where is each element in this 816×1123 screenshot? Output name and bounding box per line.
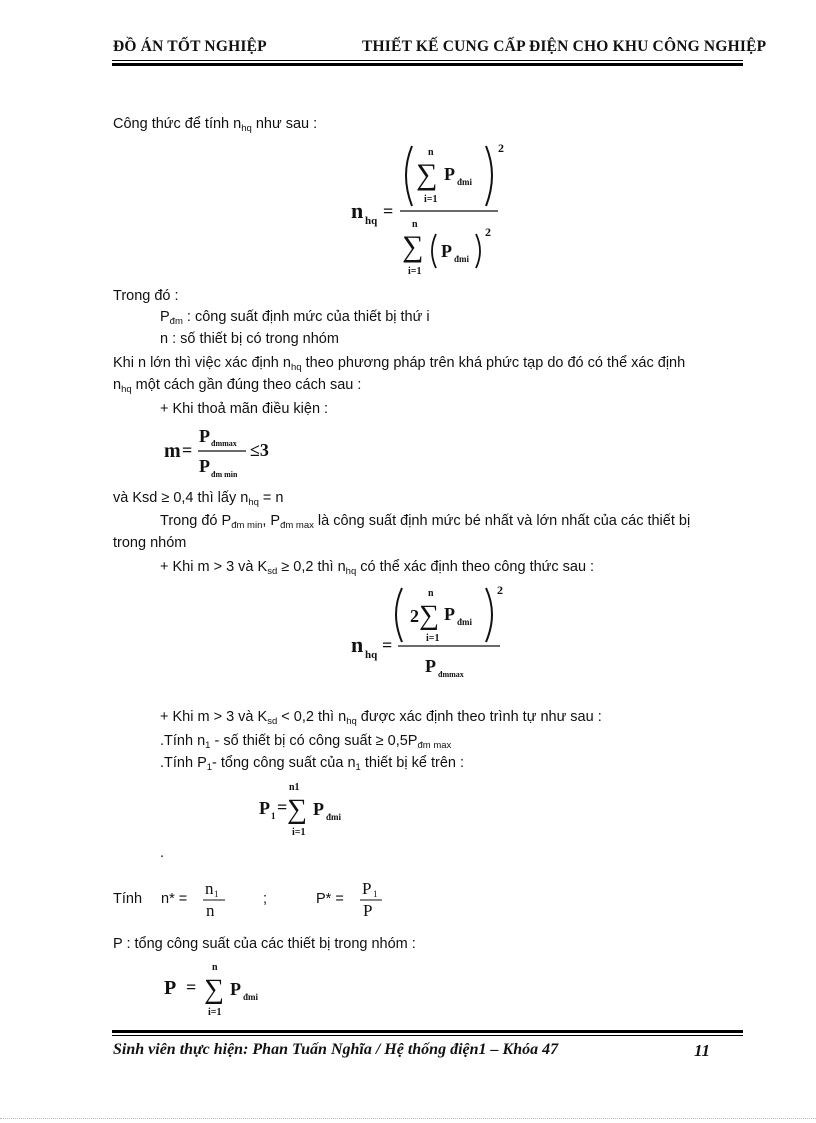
step2-text: .Tính $P_1-$ tổng công suất của $n_1$ thiết bị kể trên : xyxy=(160,755,465,773)
svg-text:=: = xyxy=(182,440,193,460)
case2-heading: + Khi m > 3 và $K_{sd} \ge 0,2$ thì $n_{hq}$ có thể xác định theo công thức sau : xyxy=(160,559,595,577)
semicolon-separator: ; xyxy=(263,891,268,907)
page-bottom-dotted-edge xyxy=(0,1118,816,1119)
svg-text:P: P xyxy=(313,799,324,819)
svg-text:đmi: đmi xyxy=(457,177,473,187)
svg-text:P: P xyxy=(199,426,210,446)
formula-p-total xyxy=(160,958,275,1020)
svg-text:1: 1 xyxy=(271,811,276,821)
svg-text:2: 2 xyxy=(498,141,504,155)
svg-text:n: n xyxy=(428,147,434,158)
svg-text:P: P xyxy=(444,604,455,624)
svg-text:hq: hq xyxy=(365,215,378,227)
svg-text:P: P xyxy=(259,798,270,818)
svg-text:∑: ∑ xyxy=(204,974,224,1005)
svg-text:P: P xyxy=(362,879,372,898)
svg-text:=: = xyxy=(277,797,288,817)
paragraph-line-1: Khi n lớn thì việc xác định $n_{hq}$ theo phương pháp trên khá phức tạp do đó có thể xác định xyxy=(113,355,686,373)
ksd-condition: và Ksd ≥ 0,4 thì lấy $n_{hq} = n$ xyxy=(113,490,284,508)
formula-nhq-approx xyxy=(340,580,515,685)
case3-heading: + Khi m > 3 và $K_{sd} < 0,2$ thì $n_{hq}$ được xác định theo trình tự như sau : xyxy=(160,709,602,727)
svg-text:2: 2 xyxy=(497,583,503,597)
svg-text:P: P xyxy=(363,901,373,920)
svg-text:P: P xyxy=(444,164,455,184)
svg-text:i=1: i=1 xyxy=(426,633,440,644)
svg-text:đm min: đm min xyxy=(211,470,238,479)
svg-text:đmmax: đmmax xyxy=(438,670,464,679)
pdm-definition: $P_{đm}$ : công suất định mức của thiết bị thứ i xyxy=(160,309,430,327)
svg-text:đmi: đmi xyxy=(454,254,470,264)
formula-m-ratio xyxy=(160,422,300,484)
tinh-label: Tính xyxy=(113,891,143,907)
formula-p1-sum xyxy=(255,778,365,840)
svg-text:n: n xyxy=(412,219,418,230)
svg-text:n: n xyxy=(205,879,214,898)
svg-text:≤3: ≤3 xyxy=(250,440,269,460)
svg-text:=: = xyxy=(383,201,394,221)
svg-text:P: P xyxy=(164,977,177,999)
svg-text:∑: ∑ xyxy=(402,230,424,263)
formula-nhq-main xyxy=(340,138,520,280)
svg-text:P: P xyxy=(230,979,241,999)
page-number: 11 xyxy=(694,1041,711,1060)
svg-text:i=1: i=1 xyxy=(208,1007,222,1018)
svg-text:n1: n1 xyxy=(289,782,300,793)
svg-text:i=1: i=1 xyxy=(408,266,422,277)
dot-mark: . xyxy=(160,845,165,861)
svg-text:1: 1 xyxy=(214,889,219,899)
svg-text:i=1: i=1 xyxy=(424,194,438,205)
step1-text: .Tính $n_1$ - số thiết bị có công suất ≥ $0,5P_{đm max}$ xyxy=(160,733,452,751)
header-rule-thin xyxy=(112,60,743,61)
fraction-p1-over-p xyxy=(358,876,386,922)
svg-text:=: = xyxy=(186,977,197,997)
header-rule-thick xyxy=(112,63,743,66)
svg-text:đmmax: đmmax xyxy=(211,439,237,448)
footer-rule-thin xyxy=(112,1035,743,1036)
nstar-label: n* = xyxy=(161,891,188,907)
svg-text:đmi: đmi xyxy=(243,992,259,1002)
svg-text:∑: ∑ xyxy=(416,158,438,191)
svg-text:∑: ∑ xyxy=(287,794,307,825)
svg-text:P: P xyxy=(441,241,452,261)
svg-text:đmi: đmi xyxy=(457,617,473,627)
p-total-definition: P : tổng công suất của các thiết bị trong nhóm : xyxy=(113,936,416,952)
svg-text:m: m xyxy=(164,440,181,462)
footer-author: Sinh viên thực hiện: Phan Tuấn Nghĩa / Hệ thống điện1 – Khóa 47 xyxy=(113,1041,559,1058)
svg-text:n: n xyxy=(428,588,434,599)
svg-text:i=1: i=1 xyxy=(292,827,306,838)
svg-text:2: 2 xyxy=(485,225,491,239)
header-left: ĐỒ ÁN TỐT NGHIỆP xyxy=(113,38,267,55)
svg-text:P: P xyxy=(425,656,436,676)
pstar-label: P* = xyxy=(316,891,344,907)
n-definition: n : số thiết bị có trong nhóm xyxy=(160,331,339,347)
svg-text:đmi: đmi xyxy=(326,812,342,822)
header-right: THIẾT KẾ CUNG CẤP ĐIỆN CHO KHU CÔNG NGHIỆP xyxy=(362,38,767,55)
svg-text:1: 1 xyxy=(373,889,378,899)
svg-text:hq: hq xyxy=(365,649,378,661)
fraction-n1-over-n xyxy=(201,876,229,922)
case1-heading: + Khi thoả mãn điều kiện : xyxy=(160,401,329,417)
trong-nhom-text: trong nhóm xyxy=(113,535,187,551)
svg-text:n: n xyxy=(206,901,215,920)
intro-line: Công thức để tính $n_{hq}$ như sau : xyxy=(113,116,318,134)
svg-text:n: n xyxy=(351,632,364,657)
svg-text:=: = xyxy=(382,635,393,655)
svg-text:n: n xyxy=(212,962,218,973)
svg-text:2: 2 xyxy=(410,606,419,626)
svg-text:P: P xyxy=(199,456,210,476)
trong-do-label: Trong đó : xyxy=(113,288,179,304)
paragraph-line-2: $n_{hq}$ một cách gần đúng theo cách sau : xyxy=(113,377,362,395)
svg-text:n: n xyxy=(351,198,364,223)
pmin-pmax-definition: Trong đó $P_{đm min}$, $P_{đm max}$ là công suất định mức bé nhất và lớn nhất của các thiết bị xyxy=(160,513,691,531)
svg-text:∑: ∑ xyxy=(419,600,439,631)
footer-rule-thick xyxy=(112,1030,743,1033)
